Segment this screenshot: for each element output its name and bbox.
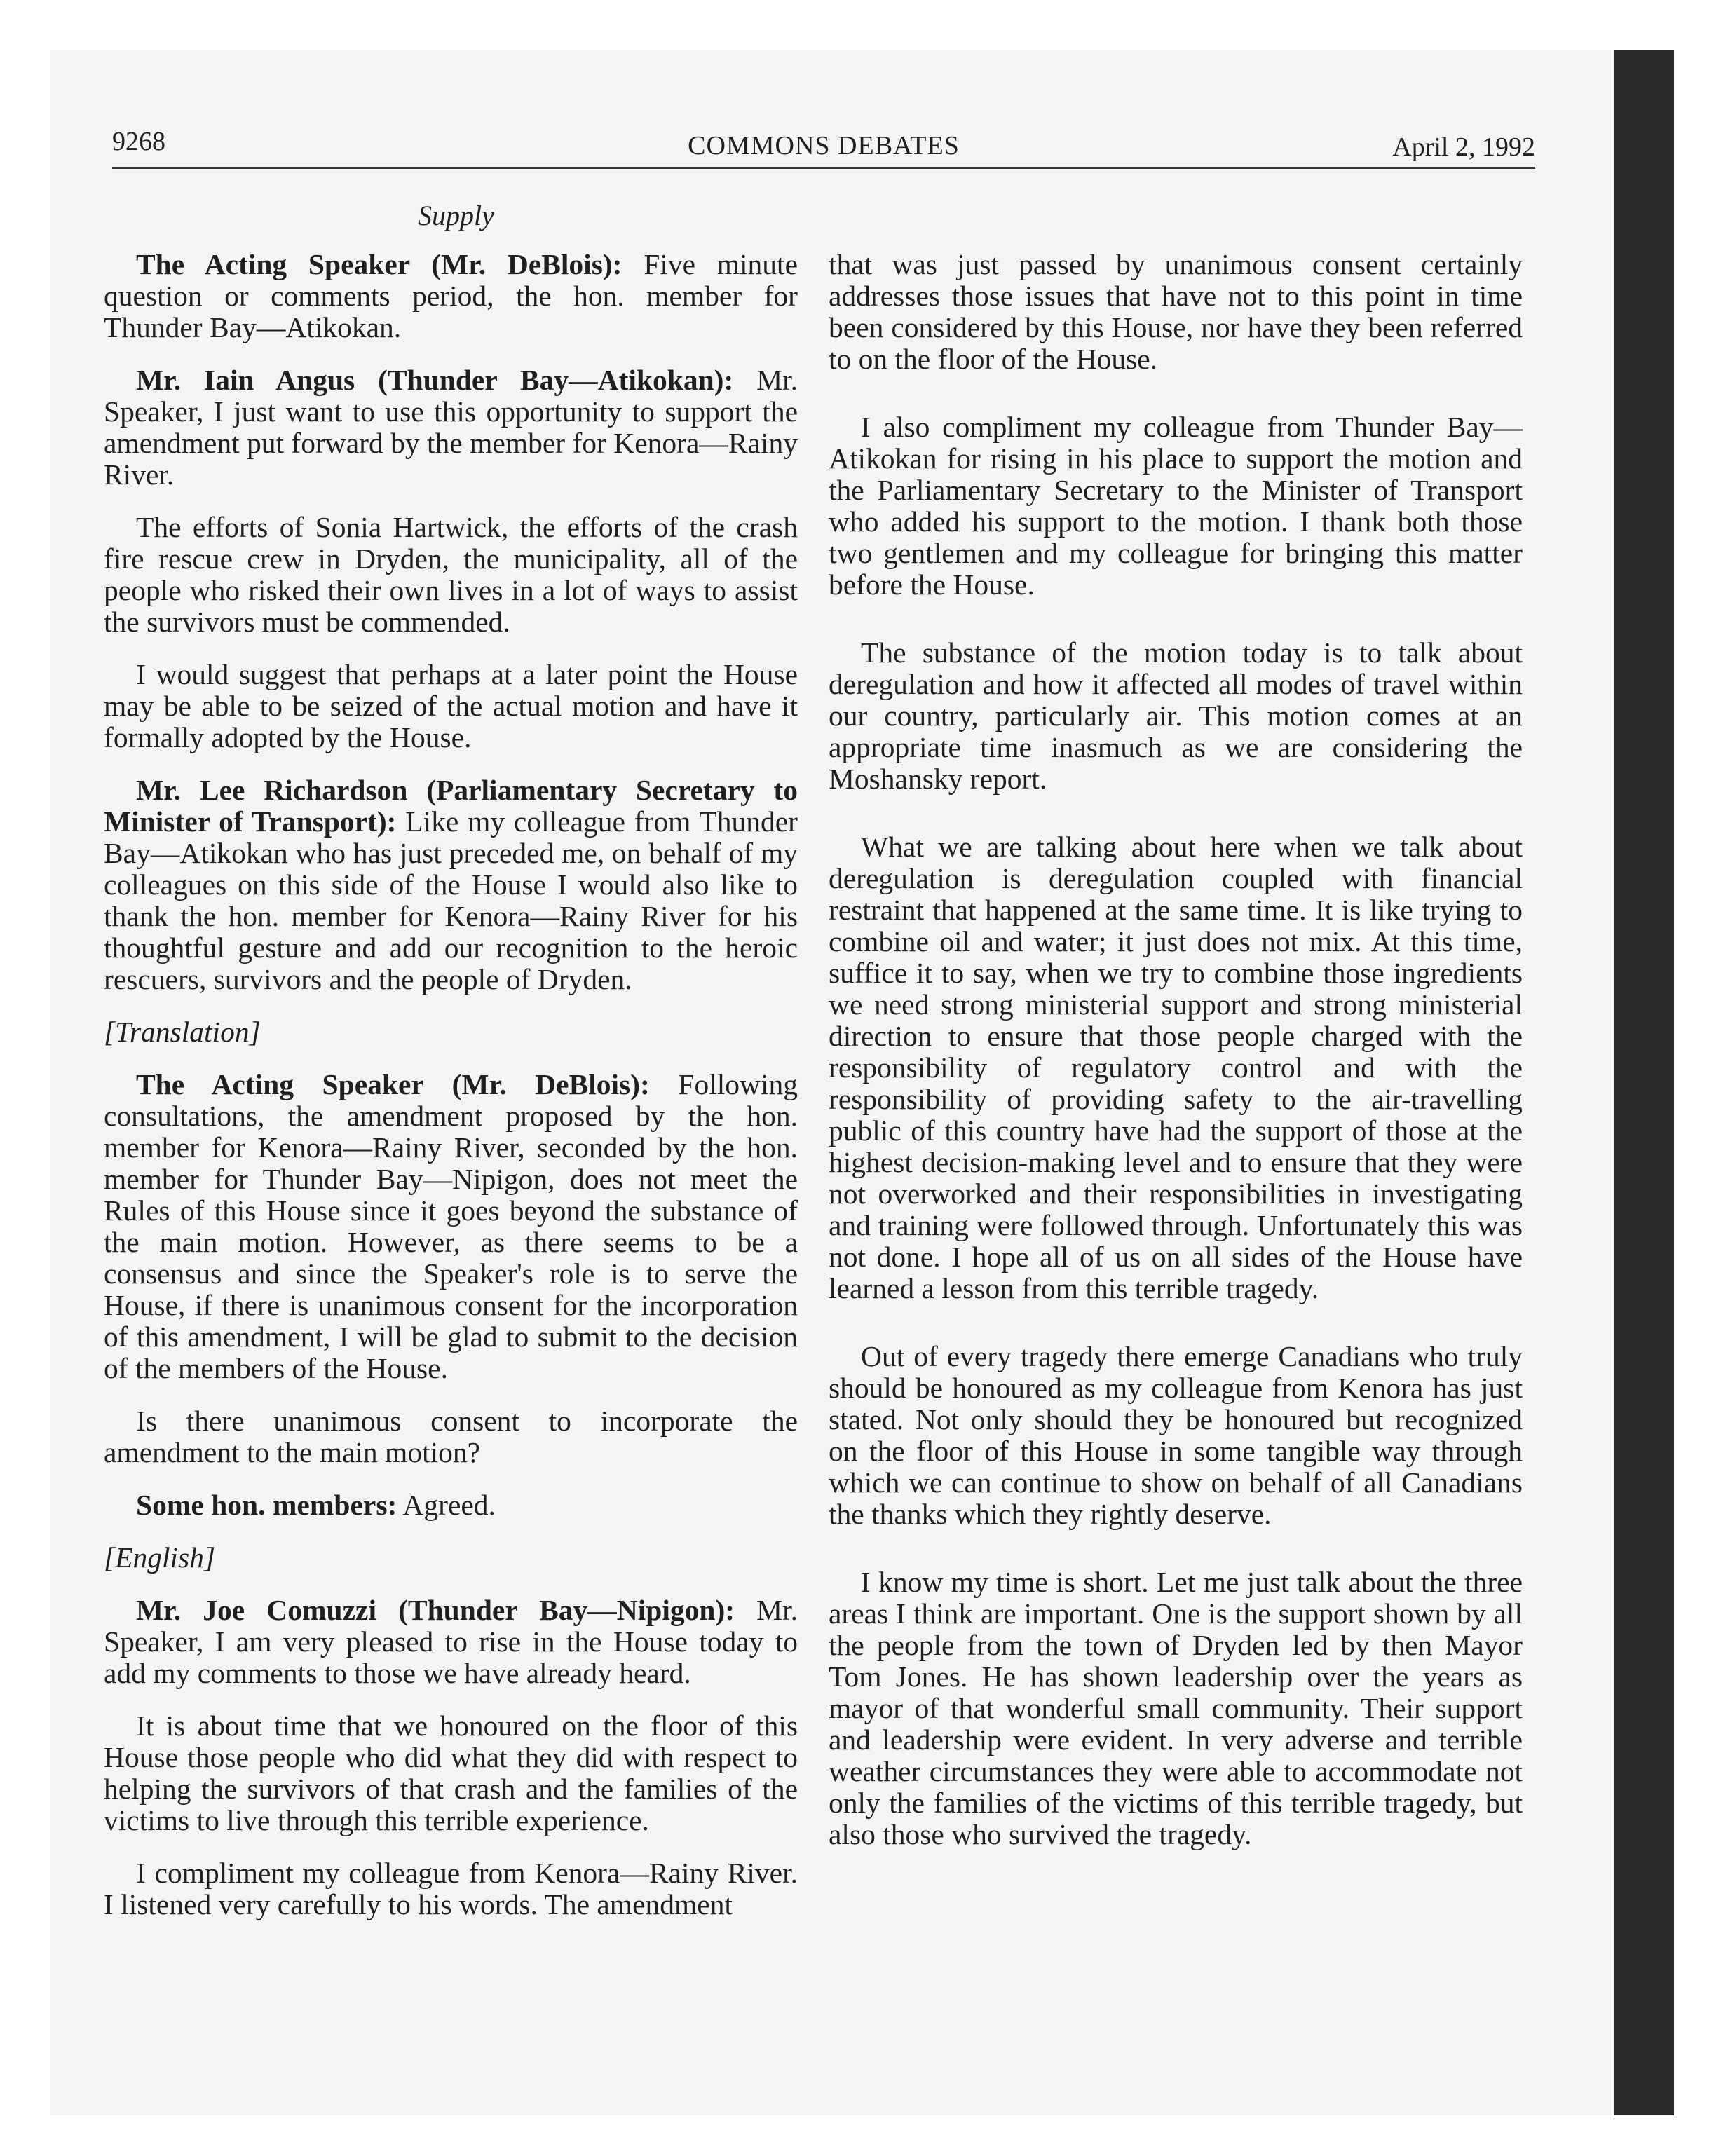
page-number: 9268 (112, 127, 165, 156)
speaker-name: Some hon. members: (136, 1489, 397, 1521)
speaker-name: Mr. Lee Richardson (Parliamentary Secretary to Minister of Transport): (104, 774, 798, 838)
paragraph-text: Agreed. (397, 1489, 496, 1521)
paragraph-text: Mr. Speaker, I am very pleased to rise in the House today to add my comments to those we have already heard. (104, 1594, 798, 1689)
language-tag: [English] (104, 1541, 216, 1574)
paragraph: I know my time is short. Let me just talk about the three areas I think are important. One is the support shown by all the people from the town of Dryden led by then Mayor Tom Jones. He has shown leadership over the years as mayor of that wonderful small community. Their support and leadership were evident. In very adverse and terrible weather circumstances they were able to accommodate not only the families of the victims of this terrible tragedy, but also those who survived the tragedy. (829, 1566, 1523, 1850)
header-rule (112, 167, 1535, 169)
speaker-name: Mr. Joe Comuzzi (Thunder Bay—Nipigon): (136, 1594, 735, 1626)
paragraph (104, 249, 798, 343)
paragraph (104, 1069, 798, 1384)
paragraph: Is there unanimous consent to incorporate the amendment to the main motion? (104, 1405, 798, 1468)
running-title: COMMONS DEBATES (688, 131, 960, 161)
right-column (829, 249, 1523, 1871)
paragraph (104, 364, 798, 491)
speaker-name: The Acting Speaker (Mr. DeBlois): (136, 1068, 650, 1100)
binding-edge-shadow (1614, 50, 1674, 2115)
paragraph-text: Following consultations, the amendment proposed by the hon. member for Kenora—Rainy River, seconded by the hon. member for Thunder Bay—Nipigon, does not meet the Rules of this House since it goes beyond the substance of the main motion. However, as there seems to be a consensus and since the Speaker's role is to serve the House, if there is unanimous consent for the incorporation of this amendment, I will be glad to submit to the decision of the members of the House. (104, 1068, 798, 1384)
paragraph: What we are talking about here when we talk about deregulation is deregulation coupled with financial restraint that happened at the same time. It is like trying to combine oil and water; it just does not mix. At this time, suffice it to say, when we try to combine those ingredients we need strong ministerial support and strong ministerial direction to ensure that those people charged with the responsibility of regulatory control and with the responsibility of providing safety to the air-travelling public of this country have had the support of those at the highest decision-making level and to ensure that they were not overworked and their responsibilities in investigating and training were followed through. Unfortunately this was not done. I hope all of us on all sides of the House have learned a lesson from this terrible tragedy. (829, 831, 1523, 1304)
paragraph: Out of every tragedy there emerge Canadians who truly should be honoured as my colleague from Kenora has just stated. Not only should they be honoured but recognized on the floor of this House in some tangible way through which we can continue to show on behalf of all Canadians the thanks which they rightly deserve. (829, 1340, 1523, 1530)
page-date: April 2, 1992 (1392, 132, 1535, 162)
paragraph: I compliment my colleague from Kenora—Rainy River. I listened very carefully to his words. The amendment (104, 1857, 798, 1920)
paragraph: The efforts of Sonia Hartwick, the efforts of the crash fire rescue crew in Dryden, the municipality, all of the people who risked their own lives in a lot of ways to assist the survivors must be commended. (104, 511, 798, 638)
paragraph: The substance of the motion today is to talk about deregulation and how it affected all modes of travel within our country, particularly air. This motion comes at an appropriate time inasmuch as we are considering the Moshansky report. (829, 636, 1523, 795)
paragraph: I also compliment my colleague from Thunder Bay—Atikokan for rising in his place to support the motion and the Parliamentary Secretary to the Minister of Transport who added his support to the motion. I thank both those two gentlemen and my colleague for bringing this matter before the House. (829, 411, 1523, 601)
paragraph (104, 1595, 798, 1689)
paragraph: that was just passed by unanimous consent certainly addresses those issues that have not to this point in time been considered by this House, nor have they been referred to on the floor of the House. (829, 248, 1523, 375)
section-label: Supply (418, 200, 494, 231)
paragraph (104, 1489, 798, 1521)
paragraph: I would suggest that perhaps at a later point the House may be able to be seized of the actual motion and have it formally adopted by the House. (104, 658, 798, 753)
paragraph: It is about time that we honoured on the floor of this House those people who did what they did with respect to helping the survivors of that crash and the families of the victims to live through this terrible experience. (104, 1710, 798, 1836)
paragraph-text: Mr. Speaker, I just want to use this opportunity to support the amendment put forward by the member for Kenora—Rainy River. (104, 364, 798, 491)
paragraph-text: Like my colleague from Thunder Bay—Atikokan who has just preceded me, on behalf of my colleagues on this side of the House I would also like to thank the hon. member for Kenora—Rainy River for his thoughtful gesture and add our recognition to the heroic rescuers, survivors and the people of Dryden. (104, 805, 798, 995)
page-header (112, 126, 1535, 165)
speaker-name: The Acting Speaker (Mr. DeBlois): (136, 248, 622, 280)
language-tag: [Translation] (104, 1016, 261, 1048)
left-column (104, 249, 798, 1942)
paragraph-text: Five minute question or comments period, the hon. member for Thunder Bay—Atikokan. (104, 248, 798, 343)
speaker-name: Mr. Iain Angus (Thunder Bay—Atikokan): (136, 364, 734, 396)
paragraph (104, 775, 798, 995)
